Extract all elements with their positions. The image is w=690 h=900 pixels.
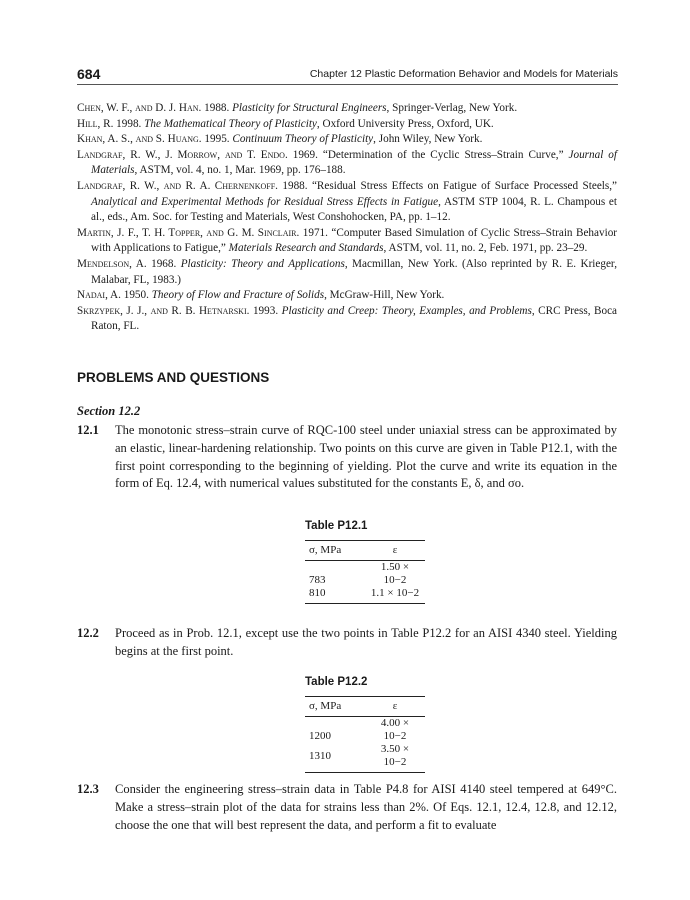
problem-item: [77, 422, 617, 493]
running-header: [77, 66, 618, 85]
chapter-title: Chapter 12 Plastic Deformation Behavior and Models for Materials: [309, 68, 618, 80]
problem-number: 12.3: [77, 782, 99, 796]
section-heading: Section 12.2: [77, 404, 141, 418]
table-row: [305, 587, 425, 604]
problem-text: Proceed as in Prob. 12.1, except use the two points in Table P12.2 for an AISI 4340 steel. Yielding begins at the first point.: [115, 626, 617, 658]
table-cell: 3.50 × 10−2: [380, 743, 410, 768]
reference-item: Chen, W. F., and D. J. Han. 1988. Plasticity for Structural Engineers, Springer-Verlag, New York.: [77, 102, 518, 114]
table-cell: 783: [309, 574, 326, 586]
reference-list: [77, 101, 617, 335]
table-cell: 1310: [309, 749, 331, 762]
problem-number: 12.1: [77, 423, 99, 437]
reference-item: Hill, R. 1998. The Mathematical Theory of Plasticity, Oxford University Press, Oxford, UK.: [77, 117, 494, 130]
column-header: σ, MPa: [309, 544, 342, 556]
column-header: ε: [392, 700, 398, 712]
column-header: ε: [392, 544, 398, 556]
reference-item: Landgraf, R. W., and R. A. Chernenkoff. 1988. “Residual Stress Effects on Fatigue of Surface Processed Steels,” Analytical and Experimental Methods for Residual Stress Effects in Fatigue, ASTM STP 1004, R. L. Champous et al., eds., Am. Soc. for Testing and Materials, West Conshohocken, PA, pp. 1–12.: [77, 179, 618, 224]
problem-text: The monotonic stress–strain curve of RQC-100 steel under uniaxial stress can be approximated by an elastic, linear-hardening relationship. Two points on this curve are given in Table P12.1, with the first point corresponding to the beginning of yielding. Plot the curve and write its equation in the form of Eq. 12.4, with numerical values substituted for the constants E, δ, and σo.: [115, 423, 617, 491]
problem-item: [77, 625, 617, 661]
problem-number: 12.2: [77, 626, 99, 640]
reference-item: Martin, J. F., T. H. Topper, and G. M. Sinclair. 1971. “Computer Based Simulation of Cyclic Stress–Strain Behavior with Applications to Fatigue,” Materials Research and Standards, ASTM, vol. 11, no. 2, Feb. 1971, pp. 23–29.: [77, 226, 618, 255]
table-cell: 1.50 × 10−2: [380, 561, 410, 586]
table-p12-2: [305, 676, 425, 773]
reference-item: Mendelson, A. 1968. Plasticity: Theory and Applications, Macmillan, New York. (Also reprinted by R. E. Krieger, Malabar, FL, 1983.): [77, 257, 618, 286]
column-header: σ, MPa: [309, 700, 342, 712]
reference-item: Khan, A. S., and S. Huang. 1995. Continuum Theory of Plasticity, John Wiley, New York.: [77, 133, 483, 146]
table-caption: Table P12.2: [305, 676, 368, 688]
table-row: [305, 717, 425, 744]
table-p12-1: [305, 520, 425, 604]
table-row: [305, 561, 425, 588]
problems-heading: PROBLEMS AND QUESTIONS: [77, 370, 270, 385]
table-cell: 1.1 × 10−2: [370, 587, 420, 599]
page-number: 684: [77, 66, 101, 82]
table-cell: 4.00 × 10−2: [380, 717, 410, 742]
problem-text: Consider the engineering stress–strain data in Table P4.8 for AISI 4140 steel tempered at 649°C. Make a stress–strain plot of the data for strains less than 2%. Of Eqs. 12.1, 12.4, 12.8, and 12.12, choose the one that will best represent the data, and perform a fit to evaluate: [115, 782, 617, 832]
reference-item: Skrzypek, J. J., and R. B. Hetnarski. 1993. Plasticity and Creep: Theory, Examples, and Problems, CRC Press, Boca Raton, FL.: [77, 304, 618, 333]
table-row: [305, 743, 425, 773]
reference-item: Landgraf, R. W., J. Morrow, and T. Endo. 1969. “Determination of the Cyclic Stress–Strain Curve,” Journal of Materials, ASTM, vol. 4, no. 1, Mar. 1969, pp. 176–188.: [77, 148, 617, 177]
problem-item: [77, 781, 617, 834]
table-cell: 810: [309, 587, 326, 599]
table-caption: Table P12.1: [305, 520, 368, 532]
table-cell: 1200: [309, 730, 331, 742]
reference-item: Nadai, A. 1950. Theory of Flow and Fracture of Solids, McGraw-Hill, New York.: [77, 289, 445, 302]
